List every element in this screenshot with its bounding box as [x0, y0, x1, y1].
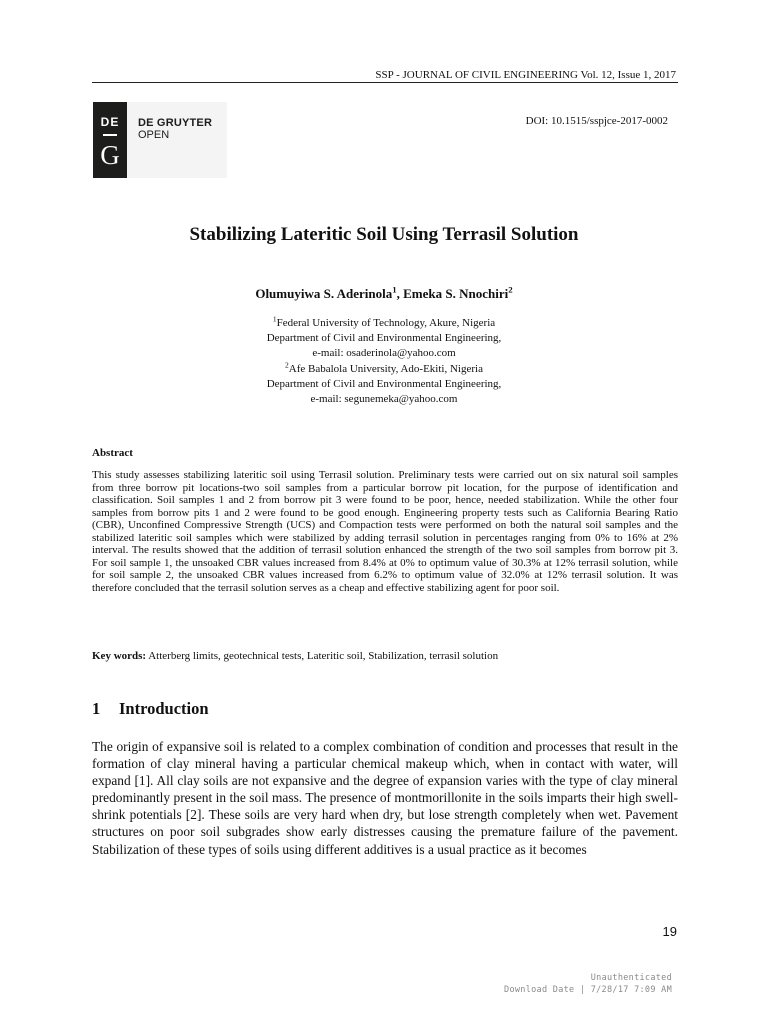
paper-title: Stabilizing Lateritic Soil Using Terrasil Solution [189, 224, 579, 245]
affiliation-email: e-mail: osaderinola@yahoo.com [312, 347, 456, 360]
affiliation-institution: $^1$Federal University of Technology, Akure, Nigeria [272, 314, 496, 329]
abstract-heading: Abstract [92, 447, 133, 459]
affiliation-mark: 2 [285, 359, 289, 369]
author-name: Olumuyiwa S. Aderinola [255, 286, 393, 301]
author-affiliation-mark: 2 [508, 284, 513, 295]
header-rule [92, 82, 678, 83]
affiliation-institution: $^2$Afe Babalola University, Ado-Ekiti, Nigeria [285, 359, 483, 375]
affiliations [0, 316, 768, 407]
affiliation-mark: 1 [272, 314, 277, 324]
abstract-text: This study assesses stabilizing lateritic soil using Terrasil solution. Preliminary tests were carried out on six natural soil samples from three borrow pit locations-two soil samples from a particular borrow pit location, for the purpose of identification and classification. Soil samples 1 and 2 from borrow pit 3 were found to be poor, hence, needed stabilization. While the other four samples from borrow pits 1 and 2 were found to be good enough. Engineering property tests such as California Bearing Ratio (CBR), Unconfined Compressive Strength (UCS) and Compaction tests were performed on both the natural soil samples and the stabilized lateritic soil samples which were stabilized by adding terrasil solution in percentages ranging from 0% to 16% at 2% interval. The results showed that the addition of terrasil solution enhanced the strength of the two soil samples from borrow pit 3. For soil sample 1, the unsoaked CBR values increased from 8.4% at 0% to optimum value of 30.3% at 12% terrasil solution, while for soil sample 2, the unsoaked CBR values increased from 6.2% to optimum value of 32.0% at 12% terrasil solution. It was therefore concluded that the terrasil solution serves as a cheap and effective stabilizing agent for poor soil. [92, 469, 678, 594]
affiliation-department: Department of Civil and Environmental Engineering, [266, 377, 502, 390]
footer-auth-status: Unauthenticated [590, 973, 672, 983]
affiliation-department: Department of Civil and Environmental Engineering, [266, 332, 502, 345]
affiliation-email: e-mail: segunemeka@yahoo.com [310, 393, 458, 406]
logo-line2: OPEN [138, 129, 170, 141]
logo-mark-top: DE [100, 115, 120, 129]
logo-line1: DE GRUYTER [138, 117, 213, 129]
logo-mark-bar [103, 134, 117, 136]
section-number: 1 [92, 699, 101, 718]
page-number: 19 [662, 924, 677, 939]
section-title: Introduction [119, 699, 209, 718]
author-list [0, 286, 768, 302]
logo-mark-bottom: G [100, 140, 120, 170]
doi: DOI: 10.1515/sspjce-2017-0002 [525, 115, 668, 127]
footer-download-date: Download Date | 7/28/17 7:09 AM [504, 985, 672, 995]
author-affiliation-mark: 1 [392, 284, 397, 295]
keywords-text: Atterberg limits, geotechnical tests, Lateritic soil, Stabilization, terrasil solution [146, 650, 499, 662]
logo-mark [93, 102, 127, 178]
keywords-label: Key words: [92, 650, 147, 662]
logo-wordmark [138, 117, 212, 141]
introduction-text: The origin of expansive soil is related to a complex combination of condition and processes that result in the formation of clay mineral having a particular chemical makeup which, when in contact with water, will expand [1]. All clay soils are not expansive and the degree of expansion varies with the type of clay mineral predominantly present in the soil mass. The presence of montmorillonite in the soils imparts their high swell-shrink potentials [2]. These soils are very hard when dry, but lose strength completely when wet. Pavement structures on poor soil subgrades show early distresses causing the premature failure of the pavement. Stabilization of these types of soils using different additives is a usual practice as it becomes [92, 739, 678, 857]
running-header: SSP - JOURNAL OF CIVIL ENGINEERING Vol. 12, Issue 1, 2017 [375, 69, 676, 81]
author-name: Emeka S. Nnochiri [403, 286, 509, 301]
author-separator: , [396, 286, 404, 301]
download-footer [504, 972, 672, 996]
section-heading [92, 699, 209, 719]
publisher-logo [93, 102, 227, 178]
keywords [92, 650, 678, 662]
